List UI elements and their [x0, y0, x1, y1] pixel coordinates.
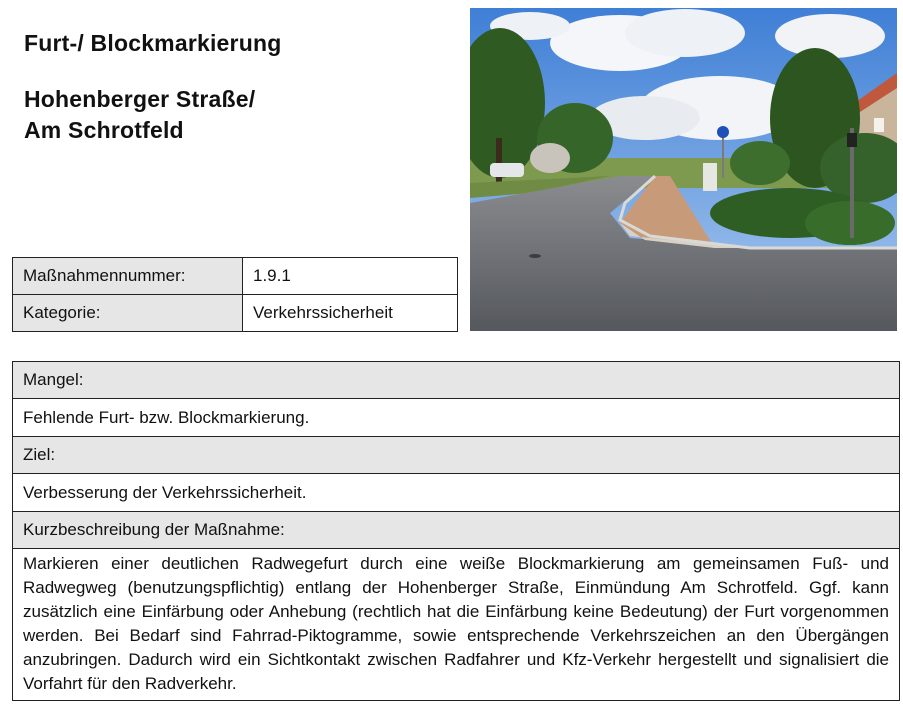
info-table	[12, 257, 458, 332]
kurz-description: Markieren einer deutlichen Radwegefurt durch eine weiße Blockmarkierung am gemeinsamen Fuß- und Radwegweg (benutzungspflichtig) entlang der Hohenberger Straße, Einmündung Am Schrotfeld. Ggf. kann zusätzlich eine Einfärbung oder Anhebung (rechtlich hat die Einfärbung keine Bedeutung) der Furt vorgenommen werden. Bei Bedarf sind Fahrrad-Piktogramme, sowie entsprechende Verkehrszeichen an den Übergängen anzubringen. Dadurch wird ein Sichtkontakt zwischen Radfahrer und Kfz-Verkehr hergestellt und signalisiert die Vorfahrt für den Radverkehr.	[23, 554, 889, 693]
kurz-header	[13, 512, 899, 549]
title-block	[24, 28, 281, 146]
mangel-text: Fehlende Furt- bzw. Blockmarkierung.	[23, 407, 310, 427]
number-label: Maßnahmennummer:	[13, 258, 243, 295]
number-value: 1.9.1	[243, 258, 458, 295]
ziel-header	[13, 437, 899, 474]
category-label: Kategorie:	[13, 295, 243, 332]
page-title: Furt-/ Blockmarkierung	[24, 30, 282, 56]
info-row-category	[13, 295, 458, 332]
street-photo-illustration	[470, 8, 897, 331]
kurz-label: Kurzbeschreibung der Maßnahme:	[23, 520, 285, 539]
info-row-number	[13, 258, 458, 295]
location-title	[24, 84, 281, 146]
ziel-text: Verbesserung der Verkehrssicherheit.	[23, 482, 307, 502]
mangel-row	[13, 399, 899, 437]
street-photo	[470, 8, 897, 331]
ziel-row	[13, 474, 899, 512]
location-line-2: Am Schrotfeld	[24, 117, 184, 143]
category-value: Verkehrssicherheit	[243, 295, 458, 332]
ziel-label: Ziel:	[23, 445, 56, 464]
location-line-1: Hohenberger Straße/	[24, 86, 256, 112]
mangel-label: Mangel:	[23, 370, 84, 389]
measure-table	[12, 361, 900, 701]
mangel-header	[13, 362, 899, 399]
